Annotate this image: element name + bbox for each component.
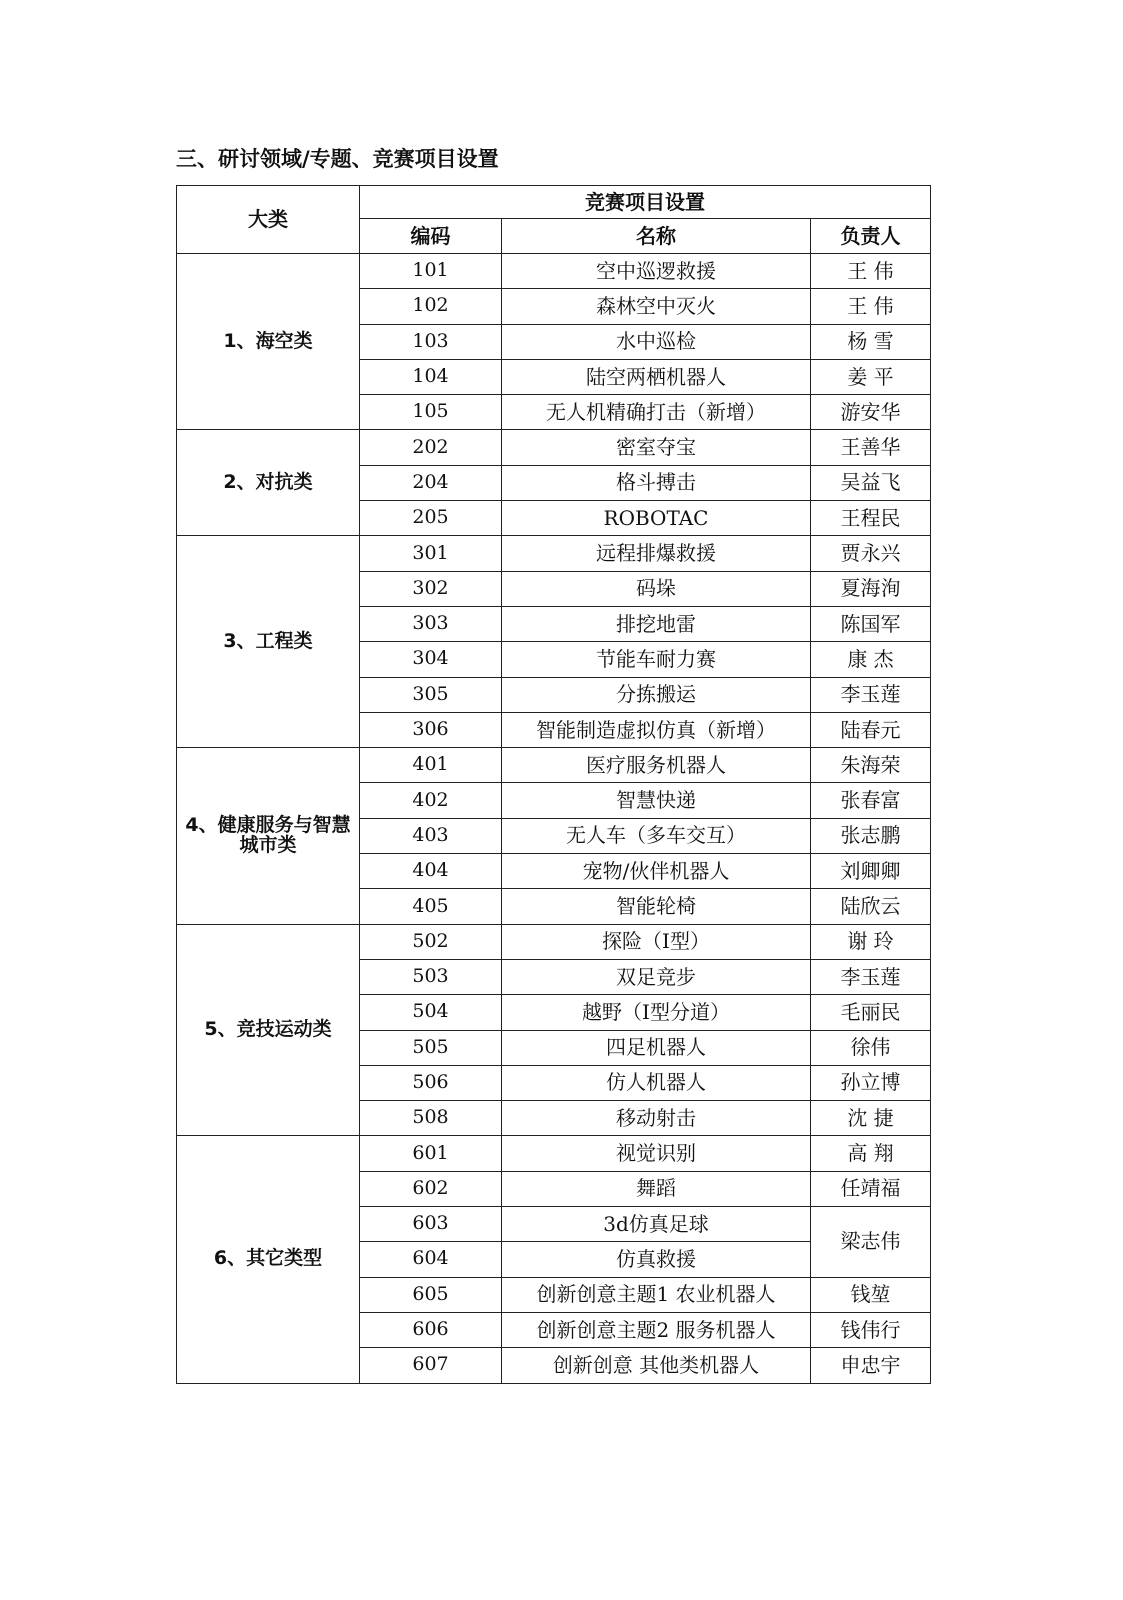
table-row (177, 254, 931, 289)
table-row (177, 748, 931, 783)
item-name: 智能制造虚拟仿真（新增） (502, 712, 811, 747)
item-code: 205 (360, 501, 502, 536)
item-name: 空中巡逻救援 (502, 254, 811, 289)
item-code: 301 (360, 536, 502, 571)
item-code: 508 (360, 1101, 502, 1136)
item-code: 105 (360, 395, 502, 430)
table-row (177, 924, 931, 959)
item-name: 智慧快递 (502, 783, 811, 818)
category-label: 2、对抗类 (177, 430, 360, 536)
item-owner: 李玉莲 (811, 677, 931, 712)
item-code: 404 (360, 854, 502, 889)
item-code: 204 (360, 465, 502, 500)
item-code: 601 (360, 1136, 502, 1171)
item-owner: 陆欣云 (811, 889, 931, 924)
item-code: 104 (360, 359, 502, 394)
item-owner: 陈国军 (811, 606, 931, 641)
item-code: 103 (360, 324, 502, 359)
table-row (177, 536, 931, 571)
item-name: 远程排爆救援 (502, 536, 811, 571)
item-name: ROBOTAC (502, 501, 811, 536)
item-owner: 朱海荣 (811, 748, 931, 783)
item-name: 仿真救援 (502, 1242, 811, 1277)
competition-items-table (176, 185, 931, 1384)
item-name: 节能车耐力赛 (502, 642, 811, 677)
item-code: 402 (360, 783, 502, 818)
item-name: 无人车（多车交互） (502, 818, 811, 853)
item-code: 305 (360, 677, 502, 712)
item-code: 302 (360, 571, 502, 606)
item-owner: 王 伟 (811, 254, 931, 289)
item-name: 陆空两栖机器人 (502, 359, 811, 394)
item-owner: 陆春元 (811, 712, 931, 747)
category-label: 3、工程类 (177, 536, 360, 748)
header-code: 编码 (360, 219, 502, 254)
category-label: 1、海空类 (177, 254, 360, 430)
item-owner: 游安华 (811, 395, 931, 430)
item-name: 格斗搏击 (502, 465, 811, 500)
item-name: 分拣搬运 (502, 677, 811, 712)
item-code: 607 (360, 1348, 502, 1383)
item-name: 密室夺宝 (502, 430, 811, 465)
item-owner: 钱伟行 (811, 1312, 931, 1347)
item-name: 3d仿真足球 (502, 1207, 811, 1242)
item-name: 宠物/伙伴机器人 (502, 854, 811, 889)
item-code: 303 (360, 606, 502, 641)
item-name: 排挖地雷 (502, 606, 811, 641)
item-code: 504 (360, 995, 502, 1030)
header-name: 名称 (502, 219, 811, 254)
item-name: 仿人机器人 (502, 1065, 811, 1100)
item-code: 405 (360, 889, 502, 924)
item-owner: 谢 玲 (811, 924, 931, 959)
item-owner: 沈 捷 (811, 1101, 931, 1136)
item-owner: 贾永兴 (811, 536, 931, 571)
item-code: 506 (360, 1065, 502, 1100)
header-group: 竞赛项目设置 (360, 186, 931, 219)
item-code: 603 (360, 1207, 502, 1242)
item-name: 探险（I型） (502, 924, 811, 959)
item-owner: 王 伟 (811, 289, 931, 324)
item-code: 505 (360, 1030, 502, 1065)
item-name: 码垛 (502, 571, 811, 606)
header-category: 大类 (177, 186, 360, 254)
item-name: 森林空中灭火 (502, 289, 811, 324)
item-owner: 杨 雪 (811, 324, 931, 359)
table-row (177, 430, 931, 465)
item-owner: 钱堃 (811, 1277, 931, 1312)
item-code: 202 (360, 430, 502, 465)
item-owner: 高 翔 (811, 1136, 931, 1171)
item-name: 水中巡检 (502, 324, 811, 359)
item-owner: 王善华 (811, 430, 931, 465)
item-name: 创新创意主题1 农业机器人 (502, 1277, 811, 1312)
item-name: 视觉识别 (502, 1136, 811, 1171)
item-name: 无人机精确打击（新增） (502, 395, 811, 430)
item-code: 403 (360, 818, 502, 853)
item-owner: 康 杰 (811, 642, 931, 677)
header-owner: 负责人 (811, 219, 931, 254)
item-owner: 梁志伟 (811, 1207, 931, 1278)
item-owner: 姜 平 (811, 359, 931, 394)
item-code: 102 (360, 289, 502, 324)
item-owner: 徐伟 (811, 1030, 931, 1065)
item-code: 606 (360, 1312, 502, 1347)
item-code: 602 (360, 1171, 502, 1206)
item-code: 401 (360, 748, 502, 783)
item-code: 502 (360, 924, 502, 959)
item-owner: 夏海洵 (811, 571, 931, 606)
category-label: 6、其它类型 (177, 1136, 360, 1383)
item-owner: 吴益飞 (811, 465, 931, 500)
item-name: 双足竞步 (502, 959, 811, 994)
category-label: 4、健康服务与智慧城市类 (177, 748, 360, 924)
item-name: 创新创意 其他类机器人 (502, 1348, 811, 1383)
item-name: 移动射击 (502, 1101, 811, 1136)
table-body (177, 254, 931, 1384)
item-name: 创新创意主题2 服务机器人 (502, 1312, 811, 1347)
item-owner: 张志鹏 (811, 818, 931, 853)
item-owner: 张春富 (811, 783, 931, 818)
item-owner: 任靖福 (811, 1171, 931, 1206)
item-name: 四足机器人 (502, 1030, 811, 1065)
item-owner: 王程民 (811, 501, 931, 536)
item-owner: 李玉莲 (811, 959, 931, 994)
item-code: 605 (360, 1277, 502, 1312)
item-owner: 刘卿卿 (811, 854, 931, 889)
item-code: 503 (360, 959, 502, 994)
item-code: 306 (360, 712, 502, 747)
item-owner: 毛丽民 (811, 995, 931, 1030)
item-code: 604 (360, 1242, 502, 1277)
item-name: 舞蹈 (502, 1171, 811, 1206)
item-owner: 申忠宇 (811, 1348, 931, 1383)
section-title: 三、研讨领域/专题、竞赛项目设置 (176, 147, 499, 171)
item-owner: 孙立博 (811, 1065, 931, 1100)
category-label: 5、竞技运动类 (177, 924, 360, 1136)
table-row (177, 1136, 931, 1171)
item-code: 101 (360, 254, 502, 289)
item-name: 医疗服务机器人 (502, 748, 811, 783)
item-code: 304 (360, 642, 502, 677)
item-name: 智能轮椅 (502, 889, 811, 924)
item-name: 越野（I型分道） (502, 995, 811, 1030)
